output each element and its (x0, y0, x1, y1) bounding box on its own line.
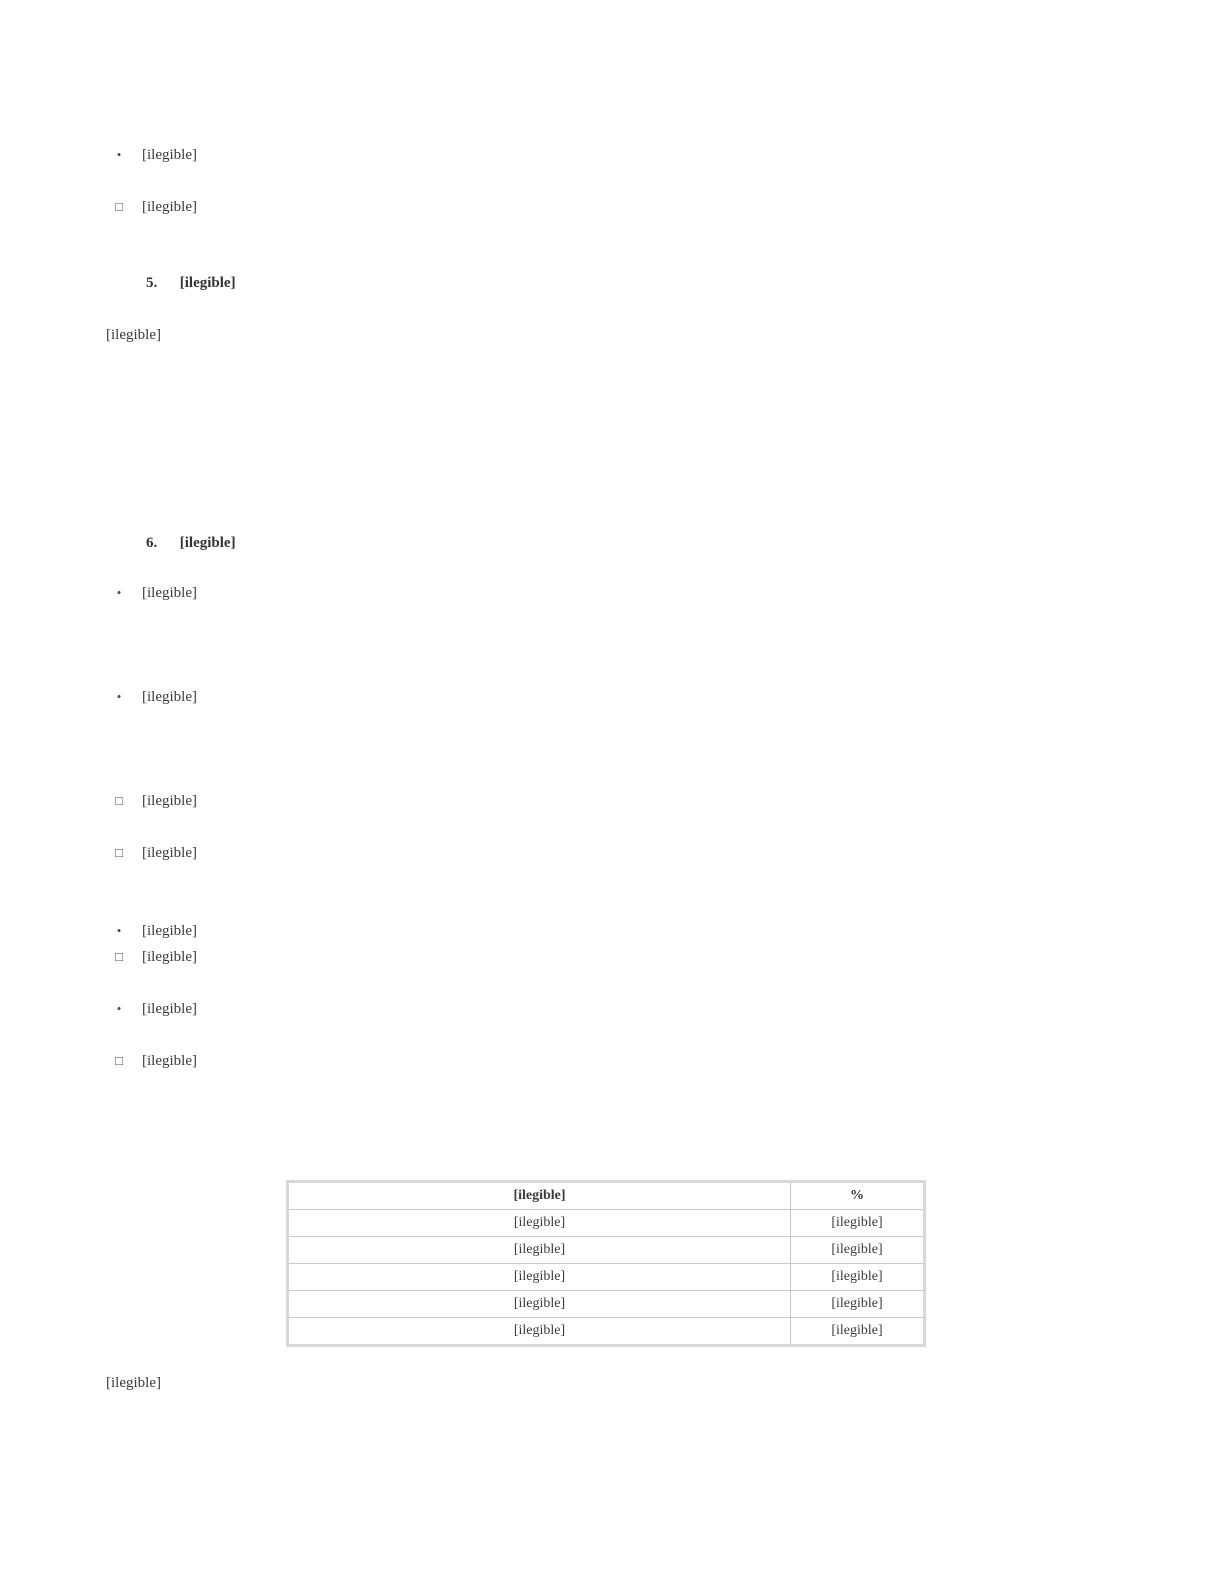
list-item-text: [ilegible] (142, 949, 197, 965)
table-row (288, 1237, 925, 1264)
section-number: 5. (146, 275, 158, 291)
evaluation-bullet-section (106, 580, 1108, 1126)
bullet-icon: □ (115, 845, 123, 860)
bullet-icon: • (116, 147, 122, 162)
list-item (106, 944, 1108, 996)
table-header-cell: % (791, 1182, 925, 1210)
list-item-text: [ilegible] (142, 1053, 197, 1069)
section-heading-evaluation (146, 530, 236, 556)
table-row (288, 1318, 925, 1346)
top-bullet-list (106, 142, 1108, 246)
list-item-text: [ilegible] (142, 689, 197, 705)
score-table-wrapper (286, 1180, 926, 1347)
list-item (106, 684, 1108, 788)
table-cell: [ilegible] (791, 1318, 925, 1346)
list-item (106, 580, 1108, 684)
bullet-icon: • (116, 923, 122, 938)
evaluation-bullet-list (106, 580, 1108, 1126)
list-item-text: [ilegible] (142, 585, 197, 601)
list-item-text: [ilegible] (142, 1001, 197, 1017)
list-item (106, 996, 1108, 1048)
table-cell: [ilegible] (791, 1210, 925, 1237)
section-number: 6. (146, 535, 158, 551)
table-cell: [ilegible] (288, 1237, 791, 1264)
list-item-text: [ilegible] (142, 793, 197, 809)
bullet-icon: • (116, 585, 122, 600)
footer-note: [ilegible] (106, 1375, 161, 1391)
section-title: [ilegible] (179, 535, 236, 551)
list-item (106, 142, 1108, 194)
top-bullet-section (106, 142, 1108, 246)
table-cell: [ilegible] (791, 1291, 925, 1318)
bullet-icon: □ (115, 199, 123, 214)
section-heading-methodology (146, 270, 236, 296)
bullet-icon: □ (115, 949, 123, 964)
bullet-icon: □ (115, 793, 123, 808)
table-cell: [ilegible] (791, 1264, 925, 1291)
table-cell: [ilegible] (288, 1291, 791, 1318)
list-item (106, 788, 1108, 840)
bullet-icon: • (116, 1001, 122, 1016)
list-item-text: [ilegible] (142, 199, 197, 215)
table-row (288, 1264, 925, 1291)
table-row (288, 1210, 925, 1237)
table-cell: [ilegible] (791, 1237, 925, 1264)
table-cell: [ilegible] (288, 1318, 791, 1346)
table-cell: [ilegible] (288, 1210, 791, 1237)
list-item (106, 194, 1108, 246)
bullet-icon: □ (115, 1053, 123, 1068)
table-cell: [ilegible] (288, 1264, 791, 1291)
table-row (288, 1291, 925, 1318)
list-item (106, 840, 1108, 918)
list-item-text: [ilegible] (142, 147, 197, 163)
list-item-text: [ilegible] (142, 845, 197, 861)
list-item (106, 1048, 1108, 1126)
list-item (106, 918, 1108, 944)
score-table (286, 1180, 926, 1347)
list-item-text: [ilegible] (142, 923, 197, 939)
table-header-cell: [ilegible] (288, 1182, 791, 1210)
methodology-paragraph: [ilegible] (106, 327, 161, 343)
section-title: [ilegible] (179, 275, 236, 291)
table-header-row (288, 1182, 925, 1210)
bullet-icon: • (116, 689, 122, 704)
